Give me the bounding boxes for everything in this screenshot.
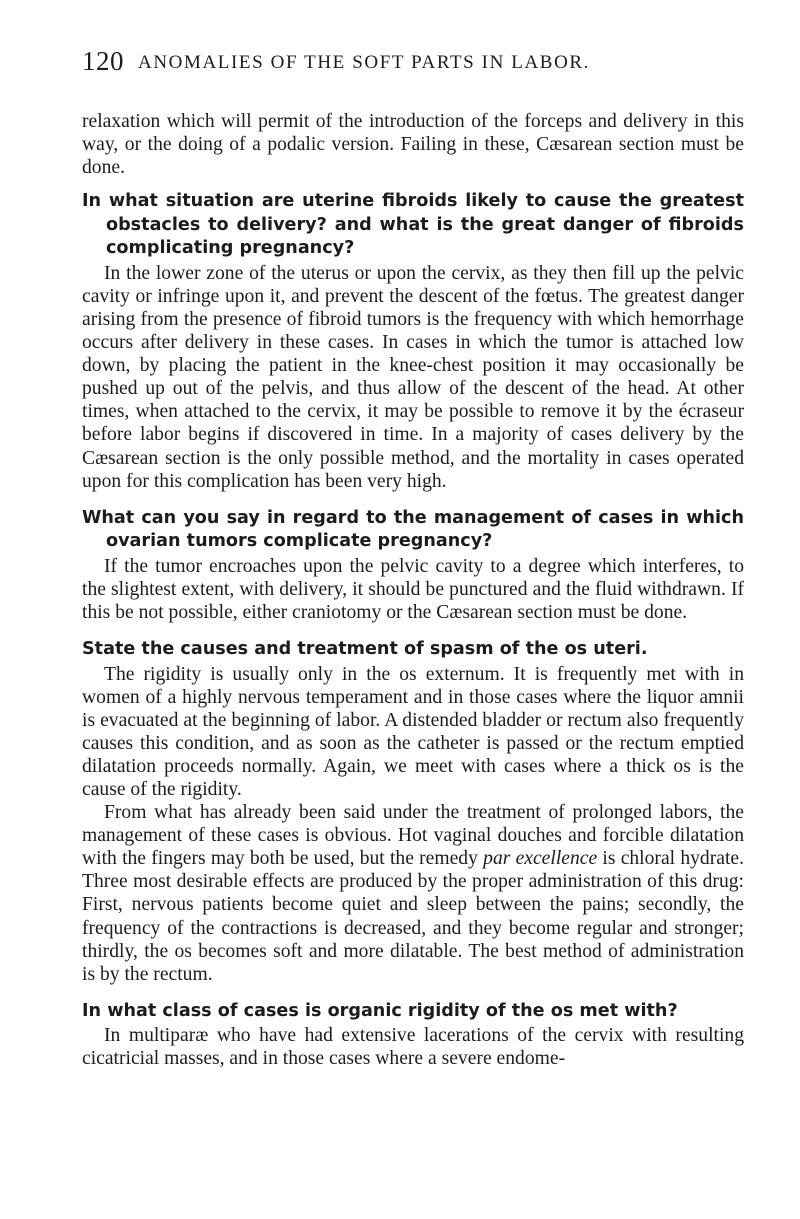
- answer-spasm-treatment: [82, 801, 744, 986]
- question-ovarian-tumors: What can you say in regard to the management of cases in which ovarian tumors complicate pregnancy?: [82, 507, 744, 552]
- question-spasm-os-uteri: State the causes and treatment of spasm of the os uteri.: [82, 639, 648, 659]
- page-number: 120: [82, 46, 124, 76]
- running-head: [82, 46, 746, 80]
- answer-ovarian-tumors: If the tumor encroaches upon the pelvic cavity to a degree which interferes, to the slightest extent, with delivery, it should be punctured and the fluid withdrawn. If this be not possible, either craniotomy or the Cæsarean section must be done.: [82, 555, 744, 623]
- answer-spasm-causes: The rigidity is usually only in the os externum. It is frequently met with in women of a highly nervous temperament and in those cases where the liquor amnii is evacuated at the beginning of labor. A distended bladder or rectum also frequently causes this condition, and as soon as the catheter is passed or the rectum emptied dilatation proceeds normally. Again, we meet with cases where a thick os is the cause of the rigidity.: [82, 663, 744, 800]
- treatment-text-start: From what has already been said under the treatment of prolonged labors, the management of these cases is obvious. Hot vaginal douches and forcible dilatation with the fingers may both be used, but the remedy: [82, 802, 744, 870]
- answer-organic-rigidity: In multiparæ who have had extensive lacerations of the cervix with resulting cicatricial masses, and in those cases where a severe endome-: [82, 1025, 744, 1070]
- treatment-text-end: is chloral hydrate. Three most desirable effects are produced by the proper administration of this drug: First, nervous patients become quiet and sleep between the pains; secondly, the frequency of the contractions is decreased, and they become regular and stronger; thirdly, the os becomes soft and more dilatable. The best method of administration is by the rectum.: [82, 848, 744, 985]
- body-text: [82, 110, 744, 1071]
- question-fibroids: In what situation are uterine fibroids likely to cause the greatest obstacles to delivery? and what is the great danger of fibroids complicating pregnancy?: [82, 191, 744, 259]
- answer-fibroids: In the lower zone of the uterus or upon the cervix, as they then fill up the pelvic cavity or infringe upon it, and prevent the descent of the fœtus. The greatest danger arising from the presence of fibroid tumors is the frequency with which hemorrhage occurs after delivery in these cases. In cases in which the tumor is attached low down, by placing the patient in the knee-chest position it may occasionally be pushed up out of the pelvis, and thus allow of the descent of the head. At other times, when attached to the cervix, it may be possible to remove it by the écraseur before labor begins if discovered in time. In a majority of cases delivery by the Cæsarean section is the only possible method, and the mortality in cases operated upon for this complication has been very high.: [82, 262, 744, 492]
- question-organic-rigidity: In what class of cases is organic rigidity of the os met with?: [82, 1000, 678, 1021]
- intro-paragraph: relaxation which will permit of the introduction of the forceps and delivery in this way, or the doing of a podalic version. Failing in these, Cæsarean section must be done.: [82, 111, 744, 179]
- running-title: ANOMALIES OF THE SOFT PARTS IN LABOR.: [138, 52, 591, 73]
- par-excellence: par excellence: [483, 848, 598, 870]
